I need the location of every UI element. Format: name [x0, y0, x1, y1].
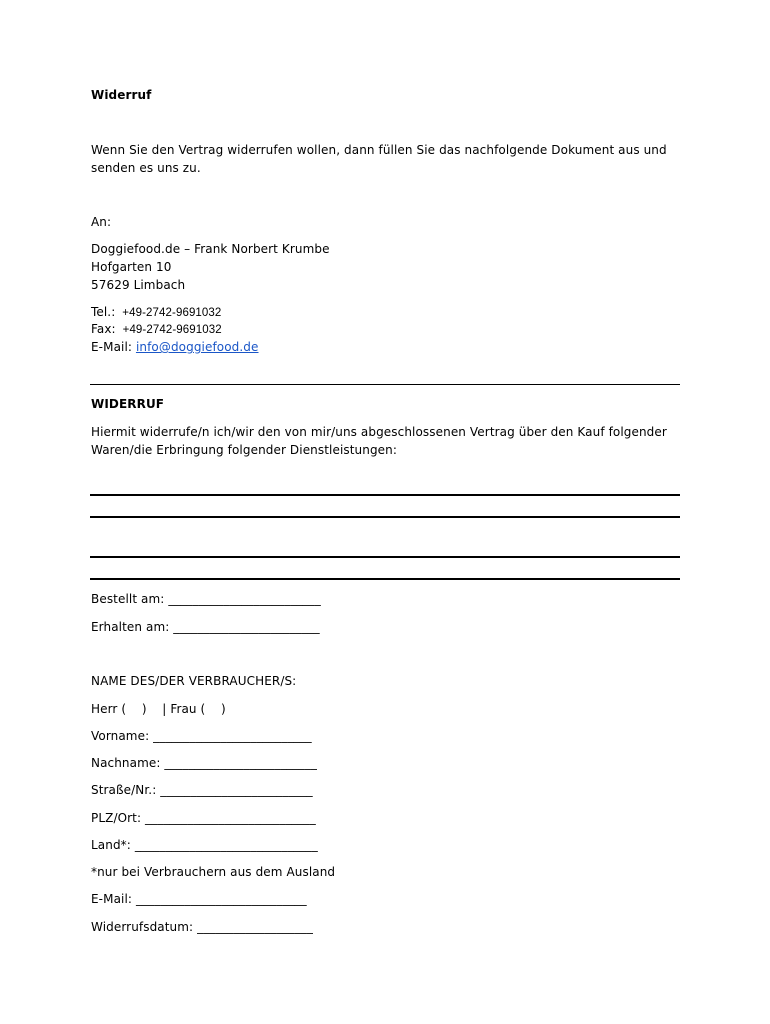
recipient-fax-row — [91, 320, 222, 339]
widerruf-line-2: Waren/die Erbringung folgender Dienstleistungen: — [91, 443, 398, 457]
recipient-city: 57629 Limbach — [91, 278, 186, 292]
intro-line-1: Wenn Sie den Vertrag widerrufen wollen, dann füllen Sie das nachfolgende Dokument aus und — [91, 143, 667, 157]
country-field[interactable]: Land*: ______________________________ — [91, 838, 318, 852]
recipient-email-row — [91, 338, 259, 356]
tel-label: Tel.: — [91, 305, 116, 319]
lastname-field[interactable]: Nachname: _________________________ — [91, 756, 317, 770]
consumer-title: NAME DES/DER VERBRAUCHER/S: — [91, 674, 297, 688]
email-field[interactable]: E-Mail: ____________________________ — [91, 892, 307, 906]
goods-line-3[interactable] — [90, 556, 680, 558]
section-divider — [90, 384, 680, 385]
email-link[interactable]: info@doggiefood.de — [135, 340, 259, 354]
received-field[interactable]: Erhalten am: ________________________ — [91, 620, 320, 634]
fax-label: Fax: — [91, 322, 116, 336]
goods-line-2[interactable] — [90, 516, 680, 518]
intro-line-2: senden es uns zu. — [91, 161, 201, 175]
street-field[interactable]: Straße/Nr.: _________________________ — [91, 783, 313, 797]
email-label: E-Mail: — [91, 340, 133, 354]
salutation-field[interactable]: Herr ( ) | Frau ( ) — [91, 702, 226, 716]
recipient-name: Doggiefood.de – Frank Norbert Krumbe — [91, 242, 330, 256]
zip-city-field[interactable]: PLZ/Ort: ____________________________ — [91, 811, 316, 825]
tel-number: +49-2742-9691032 — [122, 307, 222, 319]
fax-number: +49-2742-9691032 — [122, 324, 222, 336]
goods-line-1[interactable] — [90, 494, 680, 496]
widerruf-line-1: Hiermit widerrufe/n ich/wir den von mir/uns abgeschlossenen Vertrag über den Kauf folgender — [91, 425, 667, 439]
document-heading: Widerruf — [91, 88, 152, 102]
country-note: *nur bei Verbrauchern aus dem Ausland — [91, 865, 336, 879]
ordered-field[interactable]: Bestellt am: _________________________ — [91, 592, 321, 606]
firstname-field[interactable]: Vorname: __________________________ — [91, 729, 312, 743]
recipient-label: An: — [91, 215, 112, 229]
widerruf-title: WIDERRUF — [91, 397, 165, 411]
revocation-date-field[interactable]: Widerrufsdatum: ___________________ — [91, 920, 314, 934]
recipient-street: Hofgarten 10 — [91, 260, 172, 274]
goods-line-4[interactable] — [90, 578, 680, 580]
